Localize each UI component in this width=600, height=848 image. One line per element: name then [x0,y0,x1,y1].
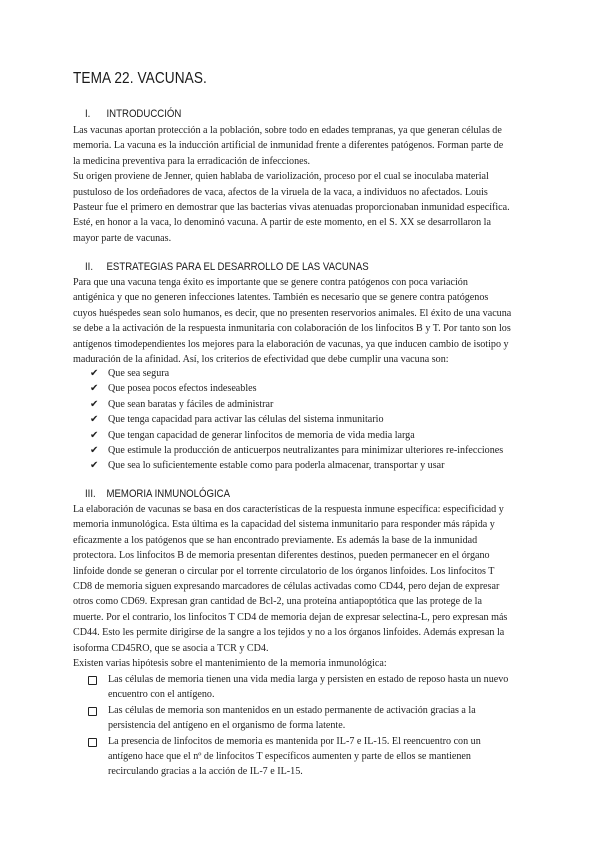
check-icon: ✔ [90,444,99,456]
text-line: Pasteur fue el primero en demostrar que las bacterias vivas atenuadas proporcionaban inmunidad específica. [73,202,510,214]
checkbox-icon [88,707,97,716]
text-line: pustuloso de los ordeñadores de vaca, afectos de la viruela de la vaca, a individuos no afectados. Louis [73,186,488,198]
text-line: Para que una vacuna tenga éxito es importante que se genere contra patógenos con poca variación [73,277,468,288]
list-item: ✔ Que tenga capacidad para activar las células del sistema inmunitario [88,412,503,427]
section-number: I. [85,108,91,120]
check-icon: ✔ [90,368,99,379]
section-text-introduccion [73,123,529,246]
section-text-memoria [73,502,529,671]
section-title: MEMORIA INMUNOLÓGICA [106,488,230,500]
list-item: Las células de memoria tienen una vida media larga y persisten en estado de reposo hasta un nuevo encuentro con el antígeno. [86,672,508,703]
text-line: Existen varias hipótesis sobre el mantenimiento de la memoria inmunológica: [73,658,387,670]
text-line: memoria. La vacuna es la inducción artificial de inmunidad frente a diferentes patógenos. Forman parte de [73,140,504,152]
text-line: Esté, en honor a la vaca, lo denominó vacuna. A partir de este momento, en el S. XX se desarrollaron la [73,217,491,229]
text-line: Las vacunas aportan protección a la población, sobre todo en edades tempranas, ya que generan células de [73,125,502,136]
list-item: ✔ Que estimule la producción de anticuerpos neutralizantes para minimizar ulteriores re-infecciones [88,443,503,458]
text-line: cuyos huéspedes sean solo humanos, es decir, que no presenten reservorios animales. El éxito de una vacuna [73,307,512,319]
text-line: CD44. Esto les permite dirigirse de la sangre a los tejidos y no a los órganos linfoides. Además expresan la [73,627,505,639]
checkbox-icon [88,676,97,685]
check-icon: ✔ [90,414,99,426]
section-heading-memoria [85,487,230,502]
text-line: isoforma CD45RO, que se asocia a TCR y CD4. [73,642,269,654]
hypotheses-list [86,672,508,780]
page-title: TEMA 22. VACUNAS. [73,70,207,87]
list-item: Las células de memoria son mantenidos en un estado permanente de activación gracias a la persistencia del antígeno en el organismo de forma latente. [86,703,508,734]
text-line: eficazmente a los patógenos que se han encontrado previamente. Es además la base de la inmunidad [73,534,478,546]
text-line: otros como CD69. Expresan gran cantidad de Bcl-2, una proteína antiapoptótica que las protege de la [73,596,482,608]
section-title: ESTRATEGIAS PARA EL DESARROLLO DE LAS VACUNAS [106,261,369,273]
list-item: La presencia de linfocitos de memoria es mantenida por IL-7 e IL-15. El reencuentro con un antígeno hace que el nº de linfocitos T específicos aumenten y parte de ellos se mantienen recirculando gracias a la acción de IL-7 e IL-15. [86,734,508,780]
checkbox-icon [88,738,97,747]
section-text-estrategias [73,275,529,367]
text-line: se debe a la activación de la respuesta inmunitaria con colaboración de los linfocitos B y T. Por tanto son los [73,323,511,335]
text-line: mayor parte de vacunas. [73,232,172,244]
text-line: memoria inmunológica. Esta última es la capacidad del sistema inmunitario para responder más rápida y [73,519,495,531]
text-line: muerte. Por el contrario, los linfocitos T CD4 de memoria dejan de expresar selectina-L, pero expresan más [73,611,508,623]
section-number: II. [85,261,94,273]
text-line: La elaboración de vacunas se basa en dos características de la respuesta inmune específica: especificidad y [73,504,504,515]
list-item: ✔ Que sea lo suficientemente estable como para poderla almacenar, transportar y usar [88,458,503,473]
list-item: ✔ Que tengan capacidad de generar linfocitos de memoria de vida media larga [88,428,503,443]
text-line: Su origen proviene de Jenner, quien hablaba de variolización, proceso por el cual se inoculaba material [73,171,489,183]
text-line: protectora. Los linfocitos B de memoria presentan diferentes destinos, pueden permanecer en el órgano [73,550,490,562]
text-line: antigénica y que no generen infecciones latentes. También es necesario que se genere contra patógenos [73,292,489,304]
check-icon: ✔ [90,398,99,410]
text-line: CD8 de memoria siguen expresando marcadores de células activadas como CD44, pero dejan de expresar [73,581,500,593]
text-line: maduración de la afinidad. Así, los criterios de efectividad que debe cumplir una vacuna son: [73,354,449,366]
criteria-list [88,366,503,474]
section-title: INTRODUCCIÓN [106,108,182,120]
list-item: ✔ Que sean baratas y fáciles de administrar [88,397,503,412]
section-heading-estrategias [85,260,369,275]
check-icon: ✔ [90,383,99,395]
section-number: III. [85,488,96,500]
check-icon: ✔ [90,429,99,441]
list-item: ✔ Que posea pocos efectos indeseables [88,381,503,396]
section-heading-introduccion [85,107,181,122]
list-item: ✔ Que sea segura [88,366,503,381]
check-icon: ✔ [90,460,99,472]
text-line: la medicina preventiva para la erradicación de infecciones. [73,155,311,167]
text-line: antígenos timodependientes los mejores para la elaboración de vacunas, ya que inducen cambio de isotipo y [73,338,509,350]
text-line: linfoide donde se generan o circular por el torrente circulatorio de los órganos linfoides. Los linfocitos T [73,565,495,577]
